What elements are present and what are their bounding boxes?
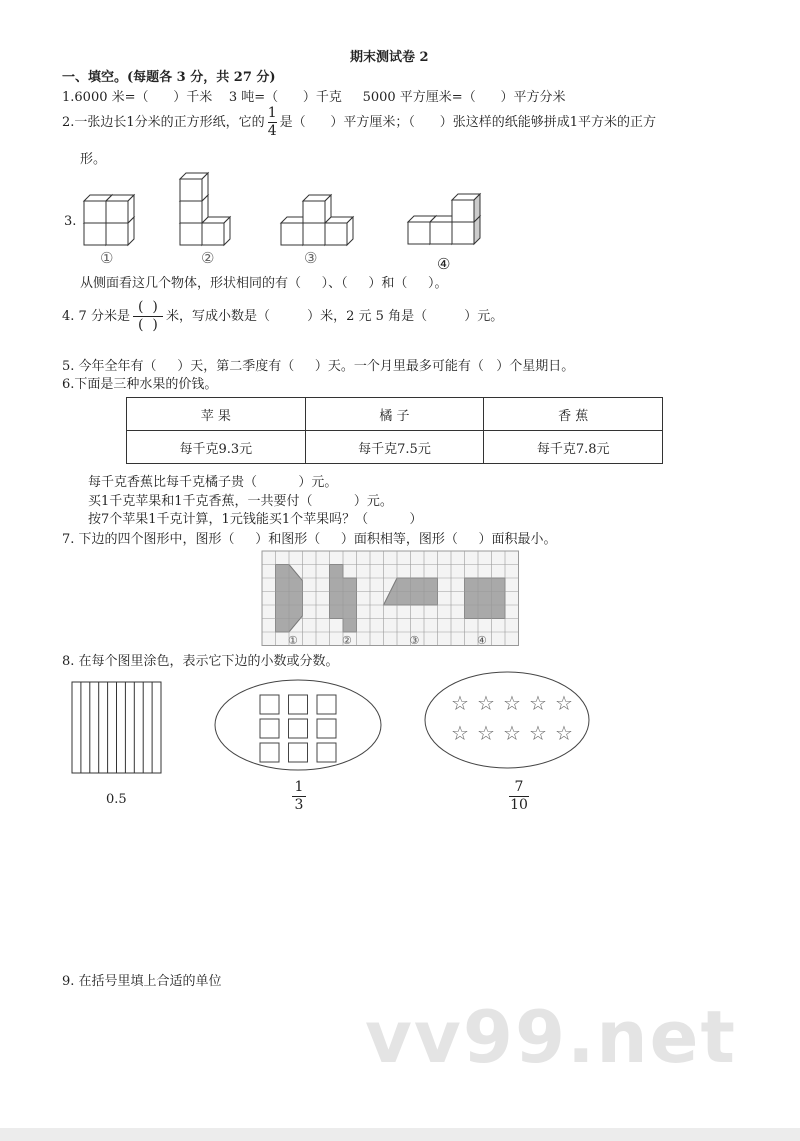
question-6-sub: 按7个苹果1千克计算，1元钱能买1个苹果吗？（ ） bbox=[88, 512, 423, 527]
figure-label: ① bbox=[100, 249, 114, 267]
fraction-one-third bbox=[292, 780, 306, 813]
question-1: 1.6000 米=（ ）千米 3 吨=（ ）千克 5000 平方厘米=（ ）平方分米 bbox=[62, 90, 566, 105]
small-square bbox=[317, 719, 336, 738]
watermark: vv99.net bbox=[365, 995, 737, 1079]
fraction-denominator: ( ) bbox=[138, 317, 158, 333]
fraction-numerator: 1 bbox=[267, 105, 277, 121]
question-4-fraction bbox=[133, 300, 163, 333]
cube-figure-4-cube-front bbox=[452, 222, 474, 244]
question-4-text: 4. 7 分米是 bbox=[62, 308, 130, 324]
question-9: 9. 在括号里填上合适的单位 bbox=[62, 974, 222, 989]
decimal-label: 0.5 bbox=[106, 792, 127, 807]
cube-figure-2-cube-front bbox=[202, 223, 224, 245]
small-square bbox=[260, 719, 279, 738]
question-4-text-after: 米，写成小数是（ ）米，2 元 5 角是（ ）元。 bbox=[165, 308, 504, 324]
fraction-denominator: 10 bbox=[510, 797, 528, 813]
cube-figure-3-cube-front bbox=[281, 223, 303, 245]
star-icon: ☆ bbox=[529, 721, 547, 745]
small-square bbox=[260, 743, 279, 762]
question-3-label: 3. bbox=[64, 214, 77, 229]
cube-figure-2-cube-front bbox=[180, 179, 202, 201]
section-heading: 一、填空。(每题各 3 分，共 27 分) bbox=[62, 70, 276, 85]
cube-figure-1-cube-front bbox=[84, 223, 106, 245]
figure-label: ③ bbox=[304, 249, 318, 267]
figure-label: ④ bbox=[437, 255, 451, 273]
star-icon: ☆ bbox=[555, 721, 573, 745]
small-square bbox=[317, 695, 336, 714]
small-square bbox=[260, 695, 279, 714]
fraction-numerator: 1 bbox=[294, 779, 304, 795]
grid-label: ④ bbox=[477, 634, 487, 647]
question-6-intro: 6.下面是三种水果的价钱。 bbox=[62, 377, 218, 392]
cube-figure-2-cube-front bbox=[180, 201, 202, 223]
star-icon: ☆ bbox=[477, 691, 495, 715]
question-2-continued: 形。 bbox=[80, 152, 107, 167]
fraction-seven-tenths bbox=[509, 780, 529, 813]
cube-figure-4-cube-front bbox=[430, 222, 452, 244]
cube-figure-1-cube-front bbox=[106, 223, 128, 245]
table-cell: 每千克9.3元 bbox=[127, 431, 306, 464]
question-8: 8. 在每个图里涂色，表示它下边的小数或分数。 bbox=[62, 654, 339, 669]
fraction-denominator: 3 bbox=[294, 797, 304, 813]
small-square bbox=[317, 743, 336, 762]
fraction-numerator: ( ) bbox=[138, 299, 158, 315]
star-icon: ☆ bbox=[555, 691, 573, 715]
cube-figure-3-cube-front bbox=[303, 201, 325, 223]
table-header: 苹 果 bbox=[127, 398, 306, 431]
star-icon: ☆ bbox=[503, 691, 521, 715]
grid-label: ① bbox=[288, 634, 298, 647]
table-header: 橘 子 bbox=[305, 398, 484, 431]
question-5: 5. 今年全年有（ ）天，第二季度有（ ）天。一个月里最多可能有（ ）个星期日。 bbox=[62, 359, 575, 374]
cube-figure-2-cube-front bbox=[180, 223, 202, 245]
page-footer-edge bbox=[0, 1128, 800, 1141]
question-2-text: 2.一张边长1分米的正方形纸，它的 bbox=[62, 114, 265, 130]
ellipse-stars bbox=[425, 672, 589, 768]
table-cell: 每千克7.5元 bbox=[305, 431, 484, 464]
grid-shape-4 bbox=[465, 578, 506, 619]
table-cell: 每千克7.8元 bbox=[484, 431, 663, 464]
cube-figure-1-cube-front bbox=[84, 201, 106, 223]
star-icon: ☆ bbox=[477, 721, 495, 745]
question-2-text-after: 是（ ）平方厘米；（ ）张这样的纸能够拼成1平方米的正方 bbox=[279, 114, 656, 130]
question-3-text: 从侧面看这几个物体，形状相同的有（ ）、（ ）和（ ）。 bbox=[80, 276, 448, 291]
question-7: 7. 下边的四个图形中，图形（ ）和图形（ ）面积相等，图形（ ）面积最小。 bbox=[62, 532, 557, 547]
small-square bbox=[289, 695, 308, 714]
table-header: 香 蕉 bbox=[484, 398, 663, 431]
cube-figure-3-cube-front bbox=[325, 223, 347, 245]
star-icon: ☆ bbox=[529, 691, 547, 715]
cube-figure-4-cube-front bbox=[408, 222, 430, 244]
small-square bbox=[289, 743, 308, 762]
grid-label: ③ bbox=[409, 634, 420, 647]
question-6-sub: 每千克香蕉比每千克橘子贵（ ）元。 bbox=[88, 475, 338, 490]
page-title: 期末测试卷 2 bbox=[350, 50, 429, 65]
small-square bbox=[289, 719, 308, 738]
question-4-line bbox=[62, 300, 503, 333]
star-icon: ☆ bbox=[503, 721, 521, 745]
question-6-sub: 买1千克苹果和1千克香蕉，一共要付（ ）元。 bbox=[88, 494, 393, 509]
cube-figure-4-cube-front bbox=[452, 200, 474, 222]
cube-figure-3-cube-front bbox=[303, 223, 325, 245]
grid-label: ② bbox=[342, 634, 352, 647]
fraction-numerator: 7 bbox=[514, 779, 524, 795]
star-icon: ☆ bbox=[451, 721, 469, 745]
figure-label: ② bbox=[201, 249, 215, 267]
fruit-price-table bbox=[126, 397, 663, 464]
star-icon: ☆ bbox=[451, 691, 469, 715]
cube-figure-1-cube-front bbox=[106, 201, 128, 223]
fraction-denominator: 4 bbox=[267, 123, 277, 139]
